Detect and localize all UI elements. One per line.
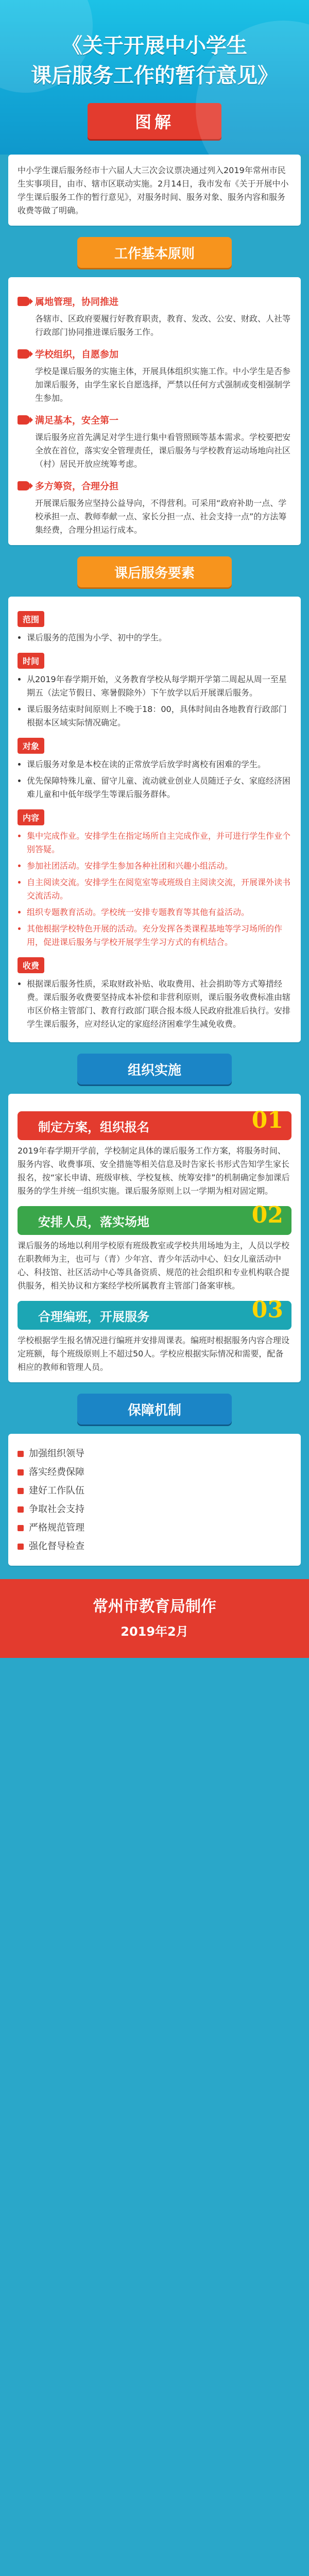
step-number: 03 [251, 1297, 283, 1323]
content-bullet: • 其他根据学校特色开展的活动。充分发挥各类课程基地等学习场所的作用，促进课后服务与学校开展学生学习方式的有机结合。 [27, 922, 291, 949]
guarantee-item [18, 1465, 291, 1480]
principle-body: 学校是课后服务的实施主体，开展具体组织实施工作。中小学生是否参加课后服务，由学生家长自愿选择，严禁以任何方式强制或变相强制学生参加。 [35, 366, 291, 403]
tag-fee: 收费 [18, 957, 44, 973]
content-bullet: • 自主阅读交流。安排学生在阅览室等或班级自主阅读交流，开展课外读书交流活动。 [27, 876, 291, 903]
intro-panel [8, 155, 301, 226]
scope-list [18, 631, 291, 645]
step-banner [18, 1297, 291, 1330]
step-body: 2019年春学期开学前，学校制定具体的课后服务工作方案，将服务时间、服务内容、收费事项、安全措施等相关信息及时告家长书形式告知学生家长报名，按“家长申请、班级审核、学校复核、统筹安排”的机制确定参加课后服务的学生并统一组织实施。课后服务原则上以一学期为相对固定期。 [18, 1146, 290, 1196]
document-title [0, 31, 309, 91]
title-line1: 《关于开展中小学生 [62, 33, 247, 58]
section-elements: 课后服务要素 [77, 556, 232, 587]
footer-org: 常州市教育局制作 [93, 1598, 216, 1616]
guarantee-text: 严格规范管理 [29, 1522, 84, 1533]
bullet-square-icon [18, 1544, 24, 1550]
principle-body: 课后服务应首先满足对学生进行集中看管照顾等基本需求。学校要把安全放在首位，落实安全管理责任，课后服务与学校教育运动场地向社区（村）居民开放应统筹考虑。 [35, 432, 291, 469]
guarantee-item [18, 1483, 291, 1499]
principle-item [18, 347, 291, 405]
section-principles: 工作基本原则 [77, 237, 232, 268]
step-title: 合理编班，开展服务 [38, 1309, 149, 1324]
step-number: 02 [251, 1202, 283, 1228]
time-bullet: • 从2019年春学期开始，义务教育学校从每学期开学第二周起从周一至星期五（法定节假日、寒暑假除外）下午放学以后开展课后服务。 [27, 673, 291, 700]
bullet-square-icon [18, 1506, 24, 1513]
tag-time: 时间 [18, 653, 44, 669]
step-body: 课后服务的场地以利用学校原有班级教室或学校共用场地为主，人员以学校在职教师为主，也可与（青）少年宫、青少年活动中心、妇女儿童活动中心、科技馆、社区活动中心等具备资质、规范的社会组织和专业机构联合提供服务，相关协议和方案经学校所属教育主管部门备案审核。 [18, 1241, 290, 1291]
content-bullet: • 集中完成作业。安排学生在指定场所自主完成作业，并可进行学生作业个别答疑。 [27, 829, 291, 856]
bullet-square-icon [18, 1525, 24, 1531]
principle-title: 属地管理，协同推进 [35, 297, 118, 308]
tag-object: 对象 [18, 738, 44, 754]
header [0, 0, 309, 155]
hand-icon [18, 349, 30, 359]
scope-bullet: • 课后服务的范围为小学、初中的学生。 [27, 631, 291, 645]
principle-title: 多方筹资，合理分担 [35, 481, 118, 492]
principle-body: 各辖市、区政府要履行好教育职责，教育、发改、公安、财政、人社等行政部门协同推进课后服务工作。 [35, 314, 291, 337]
principles-panel [8, 277, 301, 545]
guarantee-item [18, 1520, 291, 1536]
guarantee-item [18, 1502, 291, 1517]
guarantee-text: 强化督导检查 [29, 1541, 84, 1552]
step-title: 安排人员，落实场地 [38, 1214, 149, 1229]
tag-scope: 范围 [18, 611, 44, 627]
principle-item [18, 295, 291, 339]
bullet-square-icon [18, 1451, 24, 1457]
guarantee-item [18, 1446, 291, 1462]
object-bullet: • 课后服务对象是本校在读的正常放学后放学时离校有困难的学生。 [27, 758, 291, 771]
principle-body: 开展课后服务应坚持公益导向，不得营利。可采用“政府补助一点、学校承担一点、教师奉献一点、家长分担一点、社会支持一点”的方法筹集经费，合理分担运行成本。 [35, 498, 287, 535]
bullet-square-icon [18, 1469, 24, 1476]
implementation-panel [8, 1094, 301, 1382]
bullet-square-icon [18, 1488, 24, 1494]
principle-item [18, 479, 291, 537]
title-line2: 课后服务工作的暂行意见》 [31, 63, 278, 88]
hand-icon [18, 481, 30, 490]
object-list [18, 758, 291, 801]
guarantee-item [18, 1539, 291, 1554]
content-list [18, 829, 291, 949]
section-guarantee: 保障机制 [77, 1394, 232, 1425]
hand-icon [18, 297, 30, 306]
principle-title: 学校组织，自愿参加 [35, 349, 118, 360]
fee-list [18, 977, 291, 1031]
guarantee-text: 争取社会支持 [29, 1504, 84, 1515]
principle-title: 满足基本，安全第一 [35, 415, 118, 426]
step-number: 01 [251, 1107, 283, 1133]
object-bullet: • 优先保障特殊儿童、留守儿童、流动就业创业人员随迁子女、家庭经济困难儿童和中低年级学生等课后服务群体。 [27, 774, 291, 801]
guarantee-text: 建好工作队伍 [29, 1485, 84, 1496]
intro-text: 中小学生课后服务经市十六届人大三次会议票决通过列入2019年常州市民生实事项目，由市、辖市区联动实施。2月14日，我市发布《关于开展中小学生课后服务工作的暂行意见》，对服务时间、服务对象、服务内容和服务收费等做了明确。 [18, 165, 289, 215]
section-implementation: 组织实施 [77, 1054, 232, 1084]
hand-icon [18, 415, 30, 425]
guarantee-panel [8, 1434, 301, 1566]
elements-panel [8, 597, 301, 1042]
time-bullet: • 课后服务结束时间原则上不晚于18：00，具体时间由各地教育行政部门根据本区域实际情况确定。 [27, 703, 291, 730]
guarantee-text: 加强组织领导 [29, 1448, 84, 1459]
step-banner [18, 1202, 291, 1235]
tujie-banner: 图解 [88, 103, 221, 139]
content-bullet: • 组织专题教育活动。学校统一安排专题教育等其他有益活动。 [27, 906, 291, 919]
guarantee-text: 落实经费保障 [29, 1467, 84, 1478]
fee-bullet: • 根据课后服务性质，采取财政补贴、收取费用、社会捐助等方式筹措经费。课后服务收费要坚持成本补偿和非营利原则，课后服务收费标准由辖市区价格主管部门、教育行政部门联合报本级人民政府批准后执行。安排学生课后服务，应对经认定的家庭经济困难学生减免收费。 [27, 977, 291, 1031]
tag-content: 内容 [18, 809, 44, 825]
footer-date: 2019年2月 [121, 1624, 188, 1639]
step-banner [18, 1107, 291, 1140]
principle-item [18, 413, 291, 471]
footer [0, 1579, 309, 1658]
step-body: 学校根据学生报名情况进行编班并安排周课表。编班时根据服务内容合理设定班额，每个班级原则上不超过50人。学校应根据实际情况和需要，配备相应的教师和管理人员。 [18, 1335, 290, 1372]
content-bullet: • 参加社团活动。安排学生参加各种社团和兴趣小组活动。 [27, 859, 291, 873]
step-title: 制定方案，组织报名 [38, 1120, 149, 1134]
time-list [18, 673, 291, 730]
